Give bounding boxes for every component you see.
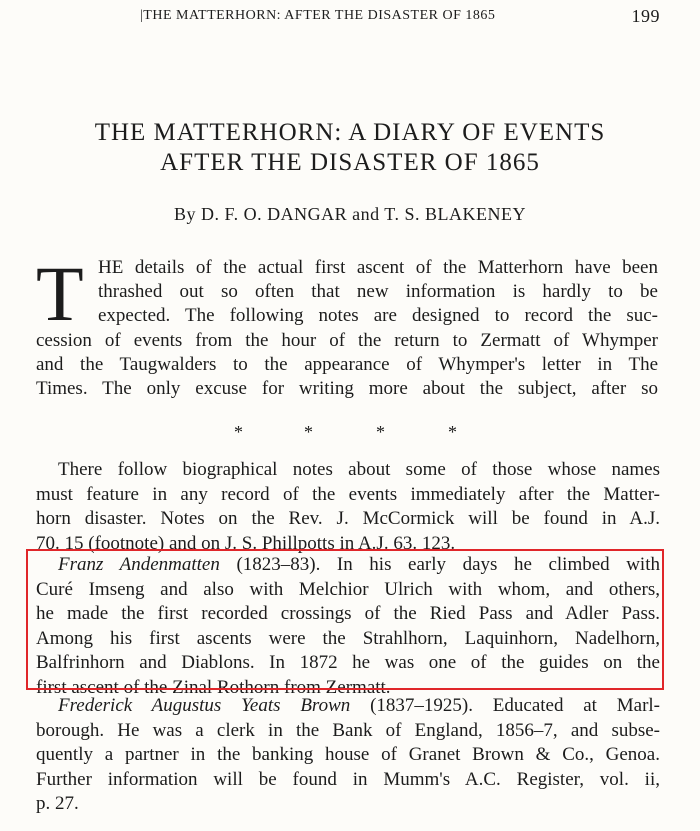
intro-line: thrashed out so often that new information is hardly to be [98, 281, 658, 302]
paragraph-line: borough. He was a clerk in the Bank of England, 1856–7, and subse- [36, 719, 660, 741]
paragraph-line: horn disaster. Notes on the Rev. J. McCormick will be found in A.J. [36, 508, 660, 529]
article-title [20, 118, 680, 178]
paragraph-line: Curé Imseng and also with Melchior Ulrich with whom, and others, [36, 578, 660, 600]
separator-star: * [304, 422, 313, 442]
biographical-intro [36, 458, 660, 556]
separator-star: * [376, 422, 385, 442]
page-number: 199 [631, 6, 660, 26]
entry-text: (1837–1925). Educated at Marl- [370, 695, 661, 716]
entry-name: Franz Andenmatten [58, 554, 220, 575]
paragraph-line: 70. 15 (footnote) and on J. S. Phillpotts in A.J. 63. 123. [36, 532, 456, 554]
paragraph-line: There follow biographical notes about some of those whose names [58, 459, 660, 480]
paragraph-line: first ascent of the Zinal Rothorn from Zermatt. [36, 676, 391, 698]
running-head [140, 6, 660, 28]
article-title-line-1: THE MATTERHORN: A DIARY OF EVENTS [94, 119, 606, 146]
entry-text: (1823–83). In his early days he climbed with [236, 554, 660, 575]
highlight-box [26, 549, 664, 690]
paragraph-line: p. 27. [36, 793, 79, 814]
intro-line: cession of events from the hour of the return to Zermatt of Whymper [36, 330, 658, 351]
running-head-title: |THE MATTERHORN: AFTER THE DISASTER OF 1865 [140, 8, 496, 23]
paragraph-line: Further information will be found in Mumm's A.C. Register, vol. ii, [36, 768, 660, 790]
intro-line: Times. The only excuse for writing more about the subject, after so [36, 378, 658, 399]
drop-cap: T [36, 250, 84, 337]
separator-star: * [234, 422, 243, 442]
entry-first-line [36, 694, 660, 719]
separator-star: * [448, 422, 457, 442]
byline: By D. F. O. DANGAR and T. S. BLAKENEY [174, 204, 526, 224]
article-title-line-2: AFTER THE DISASTER OF 1865 [160, 149, 540, 176]
entry-frederick-augustus-yeats-brown [36, 694, 660, 817]
intro-line: and the Taugwalders to the appearance of Whymper's letter in The [36, 354, 658, 375]
paragraph-line: he made the first recorded crossings of the Ried Pass and Adler Pass. [36, 603, 660, 624]
paragraph-line: Among his first ascents were the Strahlhorn, Laquinhorn, Nadelhorn, [36, 627, 660, 649]
paragraph-line: quently a partner in the banking house of Granet Brown & Co., Genoa. [36, 744, 660, 765]
paragraph-line: Balfrinhorn and Diablons. In 1872 he was one of the guides on the [36, 652, 660, 673]
entry-name: Frederick Augustus Yeats Brown [58, 695, 351, 716]
section-separator [200, 422, 500, 442]
intro-line: expected. The following notes are designed to record the suc- [98, 305, 658, 326]
paragraph-line: must feature in any record of the events immediately after the Matter- [36, 483, 660, 505]
intro-line: HE details of the actual first ascent of the Matterhorn have been [98, 257, 658, 278]
